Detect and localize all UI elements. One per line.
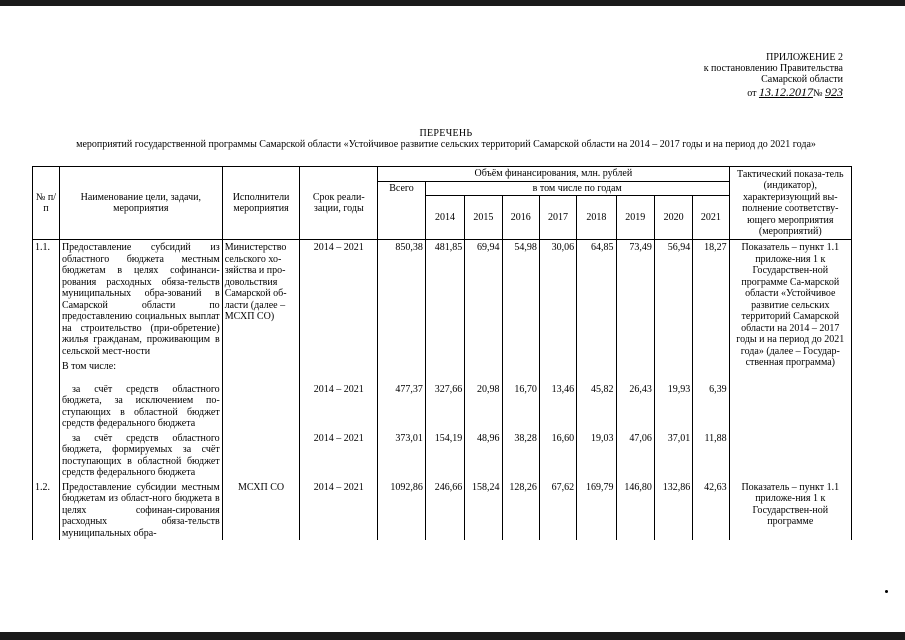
row-year-value: 128,26 <box>502 480 539 541</box>
row-year-value: 47,06 <box>616 431 654 480</box>
row-year-value: 30,06 <box>539 240 576 374</box>
row-year-value: 11,88 <box>693 431 729 480</box>
row-year-value: 26,43 <box>616 382 654 431</box>
header-name: Наименование цели, задачи, мероприятия <box>59 167 222 240</box>
row-year-value: 56,94 <box>654 240 692 374</box>
row-number: 1.1. <box>33 240 60 374</box>
appendix-date-line <box>643 87 843 99</box>
scan-bottom-border <box>0 632 905 640</box>
header-term: Срок реали-зации, годы <box>300 167 378 240</box>
row-year-value: 67,62 <box>539 480 576 541</box>
row-number <box>33 382 60 431</box>
table-row <box>33 480 852 541</box>
header-by-years: в том числе по годам <box>425 181 729 196</box>
row-year-value: 20,98 <box>465 382 502 431</box>
header-year: 2019 <box>616 196 654 240</box>
header-indicator: Тактический показа-тель (индикатор), характеризующий вы-полнение соответству-ющего мероприятия (мероприятий) <box>729 167 851 240</box>
appendix-resolution: к постановлению Правительства <box>703 63 843 74</box>
table-row <box>33 240 852 374</box>
number-prefix: № <box>812 88 823 99</box>
measures-table <box>32 166 852 540</box>
header-number: № п/п <box>33 167 60 240</box>
header-year: 2020 <box>654 196 692 240</box>
document-title-block <box>40 128 852 150</box>
table-row <box>33 382 852 431</box>
row-indicator: Показатель – пункт 1.1 приложе-ния 1 к Государствен-ной программе <box>729 480 851 541</box>
row-indicator: Показатель – пункт 1.1 приложе-ния 1 к Государствен-ной программе Са-марской области «Устойчивое развитие сельских территорий Самарской области на 2014 – 2017 годы и на период до 2021 года» (далее – Государ-ственная программа) <box>729 240 851 374</box>
header-year: 2014 <box>425 196 464 240</box>
row-name: за счёт средств областного бюджета, за исключением по-ступающих в областной бюджет средств федерального бюджета <box>59 382 222 431</box>
row-executors: МСХП СО <box>222 480 300 541</box>
row-year-value: 169,79 <box>577 480 616 541</box>
header-total: Всего <box>378 181 426 240</box>
header-year: 2018 <box>577 196 616 240</box>
appendix-title: ПРИЛОЖЕНИЕ 2 <box>766 52 843 63</box>
row-total: 373,01 <box>378 431 426 480</box>
scan-speck <box>885 590 888 593</box>
row-year-value: 69,94 <box>465 240 502 374</box>
row-term: 2014 – 2021 <box>300 382 378 431</box>
row-year-value: 481,85 <box>425 240 464 374</box>
header-executors: Исполнители мероприятия <box>222 167 300 240</box>
row-year-value: 16,60 <box>539 431 576 480</box>
row-executors: Министерство сельского хо-зяйства и про-довольствия Самарской об-ласти (далее – МСХП СО) <box>222 240 300 374</box>
handwritten-date: 13.12.2017 <box>758 85 813 99</box>
row-total: 850,38 <box>378 240 426 374</box>
row-year-value: 19,03 <box>577 431 616 480</box>
row-indicator <box>729 431 851 480</box>
row-year-value: 38,28 <box>502 431 539 480</box>
row-year-value: 18,27 <box>693 240 729 374</box>
table-row <box>33 431 852 480</box>
row-indicator <box>729 382 851 431</box>
row-year-value: 13,46 <box>539 382 576 431</box>
document-title: ПЕРЕЧЕНЬ <box>419 128 473 139</box>
scan-top-border <box>0 0 905 6</box>
document-subtitle: мероприятий государственной программы Самарской области «Устойчивое развитие сельских территорий Самарской области на 2014 – 2017 годы и на период до 2021 года» <box>76 139 816 150</box>
row-name-extra: В том числе: <box>61 361 117 372</box>
row-year-value: 16,70 <box>502 382 539 431</box>
header-funding: Объём финансирования, млн. рублей <box>378 167 729 182</box>
row-year-value: 132,86 <box>654 480 692 541</box>
row-number <box>33 431 60 480</box>
row-year-value: 6,39 <box>693 382 729 431</box>
row-year-value: 158,24 <box>465 480 502 541</box>
appendix-block <box>643 52 843 99</box>
row-year-value: 73,49 <box>616 240 654 374</box>
row-name: за счёт средств областного бюджета, формируемых за счёт поступающих в областной бюджет средств федерального бюджета <box>59 431 222 480</box>
row-number: 1.2. <box>33 480 60 541</box>
row-year-value: 45,82 <box>577 382 616 431</box>
row-name <box>59 240 222 374</box>
handwritten-number: 923 <box>825 85 843 99</box>
header-year: 2015 <box>465 196 502 240</box>
row-year-value: 64,85 <box>577 240 616 374</box>
row-year-value: 42,63 <box>693 480 729 541</box>
row-year-value: 37,01 <box>654 431 692 480</box>
row-year-value: 146,80 <box>616 480 654 541</box>
row-total: 1092,86 <box>378 480 426 541</box>
row-year-value: 154,19 <box>425 431 464 480</box>
header-year: 2017 <box>539 196 576 240</box>
row-executors <box>222 382 300 431</box>
row-year-value: 48,96 <box>465 431 502 480</box>
row-year-value: 19,93 <box>654 382 692 431</box>
row-term: 2014 – 2021 <box>300 431 378 480</box>
row-term: 2014 – 2021 <box>300 480 378 541</box>
row-total: 477,37 <box>378 382 426 431</box>
row-year-value: 54,98 <box>502 240 539 374</box>
row-term: 2014 – 2021 <box>300 240 378 374</box>
row-name: Предоставление субсидии местным бюджетам из област-ного бюджета в целях софинан-сирования расходных обяза-тельств муниципальных обра- <box>59 480 222 541</box>
row-year-value: 246,66 <box>425 480 464 541</box>
appendix-region: Самарской области <box>761 74 843 85</box>
row-executors <box>222 431 300 480</box>
header-year: 2016 <box>502 196 539 240</box>
date-prefix: от <box>747 88 757 99</box>
row-year-value: 327,66 <box>425 382 464 431</box>
header-year: 2021 <box>693 196 729 240</box>
row-name-text: Предоставление субсидий из областного бюджета местным бюджетам в целях софинанси-рования расходных обяза-тельств муниципальных обра-зований в Самарской области по предоставлению социальных выплат на строительство (при-обретение) жилья гражданам, проживающим в сельской мест-ности <box>61 242 220 357</box>
